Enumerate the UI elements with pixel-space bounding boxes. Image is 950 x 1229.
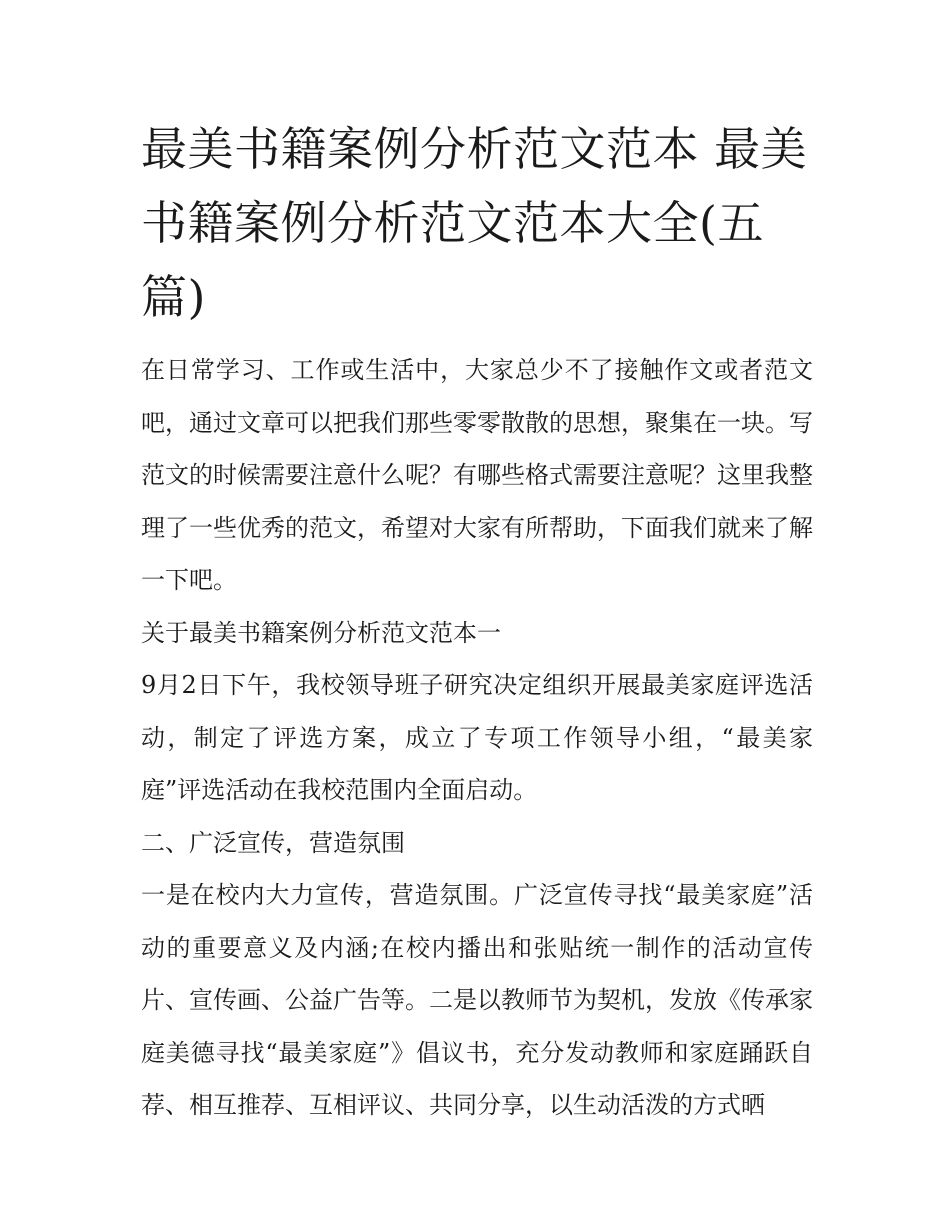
document-page — [141, 112, 813, 1132]
event-paragraph: 9月2日下午，我校领导班子研究决定组织开展最美家庭评选活动，制定了评选方案，成立了专项工作领导小组，“最美家庭”评选活动在我校范围内全面启动。 — [141, 671, 813, 804]
section-heading-publicity: 二、广泛宣传，营造氛围 — [141, 828, 405, 857]
document-title: 最美书籍案例分析范文范本 最美书籍案例分析范文范本大全(五篇) — [141, 122, 808, 324]
intro-paragraph: 在日常学习、工作或生活中，大家总少不了接触作文或者范文吧，通过文章可以把我们那些零零散散的思想，聚集在一块。写范文的时候需要注意什么呢？有哪些格式需要注意呢？这里我整理了一些优秀的范文，希望对大家有所帮助，下面我们就来了解一下吧。 — [141, 356, 813, 594]
section-heading-one: 关于最美书籍案例分析范文范本一 — [141, 618, 501, 647]
publicity-paragraph: 一是在校内大力宣传，营造氛围。广泛宣传寻找“最美家庭”活动的重要意义及内涵;在校内播出和张贴统一制作的活动宣传片、宣传画、公益广告等。二是以教师节为契机，发放《传承家庭美德寻找“最美家庭”》倡议书，充分发动教师和家庭踊跃自荐、相互推荐、互相评议、共同分享，以生动活泼的方式晒 — [141, 881, 813, 1119]
title-block — [141, 112, 813, 334]
